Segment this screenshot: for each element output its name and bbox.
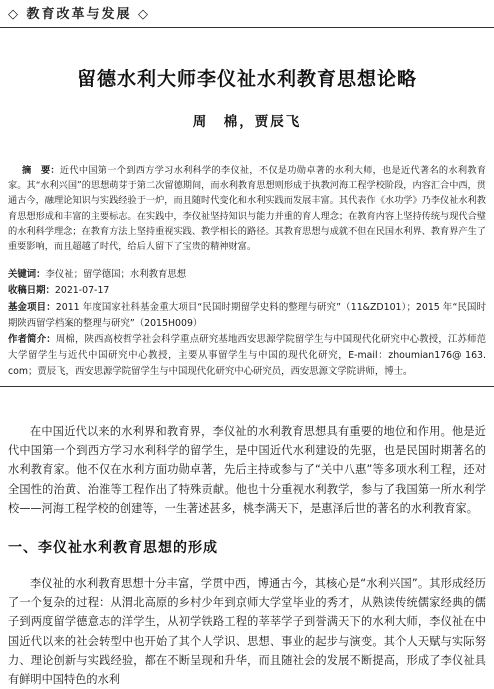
author-info (8, 332, 486, 380)
keywords-text: 李仪祉；留学德国；水利教育思想 (45, 269, 187, 280)
keywords (8, 267, 486, 283)
section-heading: 一、李仪祉水利教育思想的形成 (8, 540, 218, 556)
article-authors: 周 棉，贾辰飞 (192, 114, 302, 130)
received-label: 收稿日期： (8, 285, 55, 296)
column-header: ◇ 教育改革与发展 ◇ (8, 7, 151, 22)
fund-project (8, 300, 486, 332)
body-paragraph-2: 李仪祉的水利教育思想十分丰富，学贯中西，博通古今，其核心是“水利兴国”。其形成经历了一个复杂的过程：从渭北高原的乡村少年到京师大学堂毕业的秀才，从熟读传统儒家经典的儒子到两度留学德意志的洋学生，从初学铁路工程的莘莘学子到誉满天下的水利大师，李仪祉在中国近代以来的社会转型中也开始了其个人学识、思想、事业的起步与演变。其个人天赋与实际努力、理论创新与实践经验，都在不断呈现和升华，而且随社会的发展不断提高，形成了李仪祉具有鲜明中国特色的水利 (8, 577, 486, 687)
fund-text: 2011 年度国家社科基金重大项目“民国时期留学史料的整理与研究”（11&ZD101）；2015 年“民国时期陕西留学档案的整理与研究”（2015H009） (8, 302, 486, 329)
author-info-label: 作者简介： (8, 334, 56, 345)
body-divider (0, 386, 494, 387)
keywords-label: 关键词： (8, 269, 46, 280)
article-title: 留德水利大师李仪祉水利教育思想论略 (76, 68, 417, 90)
received-text: 2021-07-17 (54, 285, 110, 296)
abstract-paragraph (8, 163, 486, 254)
body-paragraph-1: 在中国近代以来的水利界和教育界，李仪祉的水利教育思想具有重要的地位和作用。他是近代中国第一个到西方学习水利科学的留学生，是中国近代水利建设的先驱，也是民国时期著名的水利教育家。他不仅在水利方面功勋卓著，先后主持或参与了“关中八惠”等多项水利工程，还对全国性的治黄、治淮等工程作出了特殊贡献。他也十分重视水利教学，参与了我国第一所水利学校——河海工程学校的创建等，一生著述甚多，桃李满天下，是惠泽后世的著名的水利教育家。 (8, 425, 486, 515)
fund-label: 基金项目： (8, 302, 56, 313)
abstract (8, 163, 486, 254)
abstract-label: 摘 要： (22, 165, 60, 176)
header-divider (0, 27, 494, 28)
author-info-text: 周棉，陕西高校哲学社会科学重点研究基地西安思源学院留学生与中国现代化研究中心教授，江苏师范大学留学生与近代中国研究中心教授，主要从事留学生与中国的现代化研究，E-mail：zhoumian176@ 163. com；贾辰飞，西安思源学院留学生与中国现代化研究中心研究员，西安思源文学院讲师，博士。 (8, 334, 486, 377)
abstract-text: 近代中国第一个到西方学习水利科学的李仪祉，不仅是功勋卓著的水利大师，也是近代著名的水利教育家。其“水利兴国”的思想萌芽于第二次留德期间，而水利教育思想则形成于执教河海工程学校阶段，内容汇合中西，贯通古今，融理论知识与实践经验于一炉，而且随时代变化和水利实践而发展丰富。其代表作《水功学》乃李仪祉水利教育思想形成和丰富的主要标志。在实践中，李仪祉坚持知识与能力并重的育人理念；在教育内容上坚持传统与现代合璧的水利科学理念；在教育方法上坚持重视实践、教学相长的路径。其教育思想与成就不但在民国水利界、教育界产生了重要影响，而且超越了时代，给后人留下了宝贵的精神财富。 (8, 165, 487, 253)
received-date (8, 283, 486, 299)
